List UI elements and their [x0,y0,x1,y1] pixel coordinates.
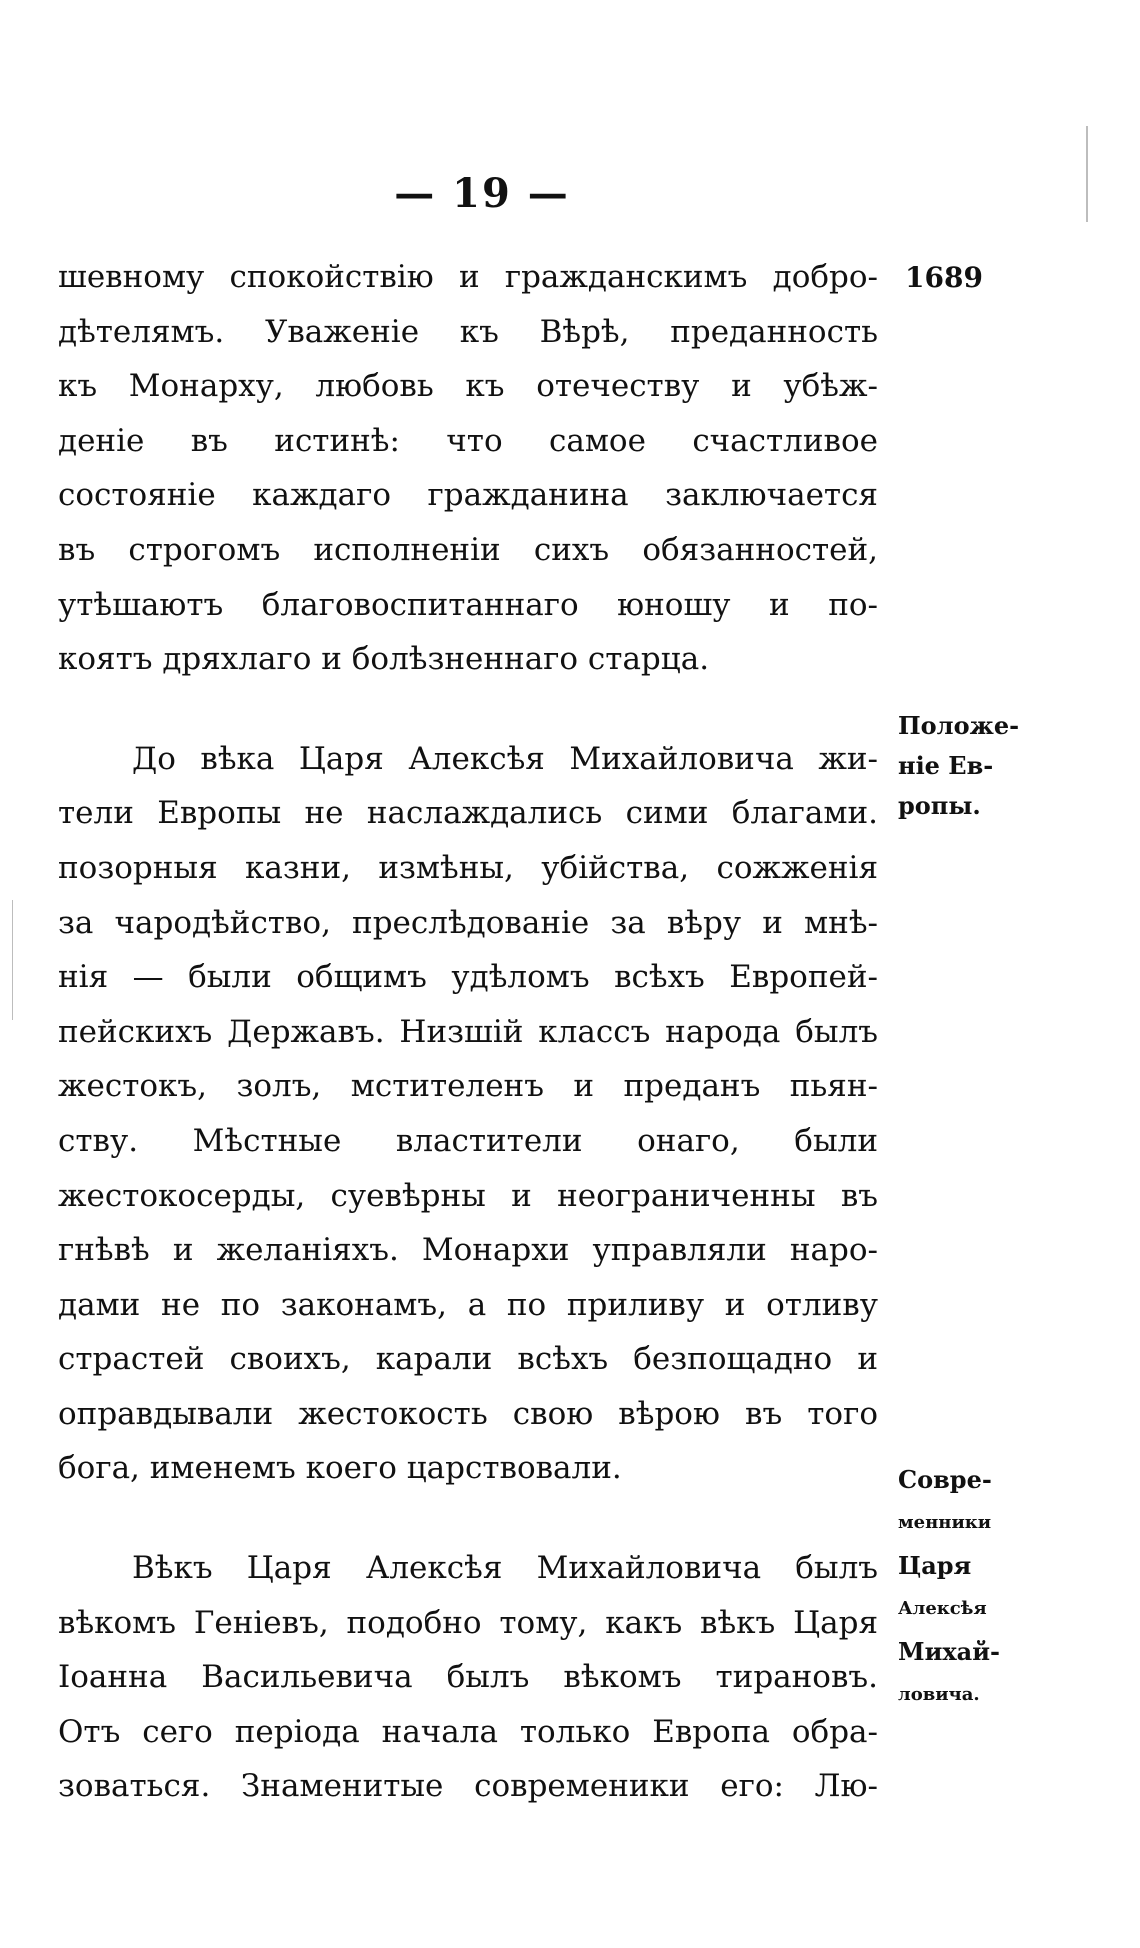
text-line: Іоанна Васильевича былъ вѣкомъ тирановъ. [58,1659,878,1696]
margin-note-line: ніе Ев- [898,751,994,780]
text-line: бога, именемъ коего царствовали. [58,1450,622,1487]
text-line: шевному спокойствію и гражданскимъ добро- [58,259,878,295]
text-line: гнѣвѣ и желаніяхъ. Монархи управляли наро- [58,1232,878,1269]
text-line: дѣтелямъ. Уваженіе къ Вѣрѣ, преданность [58,313,878,350]
text-line: страстей своихъ, карали всѣхъ безпощадно и [58,1341,878,1378]
text-line: коятъ дряхлаго и болѣзненнаго старца. [58,641,710,678]
margin-note-line: ропы. [898,791,981,820]
scan-edge-mark [1086,126,1088,222]
text-line: Вѣкъ Царя Алексѣя Михайловича былъ [132,1550,878,1587]
text-line: жестокъ, золъ, мстителенъ и преданъ пьян- [58,1068,878,1105]
margin-note-line: Алексѣя [898,1598,987,1619]
margin-note-europe [898,706,1018,826]
paragraph-gap [58,687,878,732]
text-line: позорныя казни, измѣны, убійства, сожженія [58,849,878,886]
margin-note-line: Михай- [898,1637,1000,1666]
text-line: утѣшаютъ благовоспитаннаго юношу и по- [58,586,878,623]
page-number-header [0,170,1140,217]
text-line: зоваться. Знаменитые современики его: Лю- [58,1768,878,1805]
margin-note-contemporaries [898,1458,1018,1716]
text-line: Отъ сего періода начала только Европа обра- [58,1713,878,1750]
text-line: къ Монарху, любовь къ отечеству и убѣж- [58,368,878,405]
text-line: До вѣка Царя Алексѣя Михайловича жи- [132,740,878,777]
text-line: дами не по законамъ, а по приливу и отливу [58,1286,878,1323]
margin-year-note: 1689 [905,261,983,294]
margin-note-line: Царя [898,1551,972,1580]
text-line: нія — были общимъ удѣломъ всѣхъ Европей- [58,959,878,996]
text-line: въ строгомъ исполненіи сихъ обязанностей, [58,531,878,568]
paragraph-3 [58,1541,878,1814]
paragraph-2 [58,732,878,1496]
text-line: жестокосерды, суевѣрны и неограниченны въ [58,1177,878,1214]
text-line: оправдывали жестокость свою вѣрою въ того [58,1395,878,1432]
margin-note-line: ловича. [898,1684,980,1705]
text-line: вѣкомъ Геніевъ, подобно тому, какъ вѣкъ Царя [58,1604,878,1641]
text-line: ству. Мѣстные властители онаго, были [58,1122,878,1159]
scan-edge-mark [12,900,13,1020]
text-line: состояніе каждаго гражданина заключается [58,477,878,514]
margin-note-line: Положе- [898,711,1020,740]
paragraph-1 [58,250,878,687]
margin-note-line: Совре- [898,1465,992,1494]
text-line: тели Европы не наслаждались сими благами. [58,795,878,832]
text-line: за чародѣйство, преслѣдованіе за вѣру и мнѣ- [58,904,878,941]
text-line: деніе въ истинѣ: что самое счастливое [58,422,878,459]
paragraph-gap [58,1496,878,1541]
page-number: — 19 — [394,170,570,217]
margin-note-line: менники [898,1512,992,1533]
body-text [58,250,878,1814]
text-line: пейскихъ Державъ. Низшій классъ народа былъ [58,1013,878,1050]
